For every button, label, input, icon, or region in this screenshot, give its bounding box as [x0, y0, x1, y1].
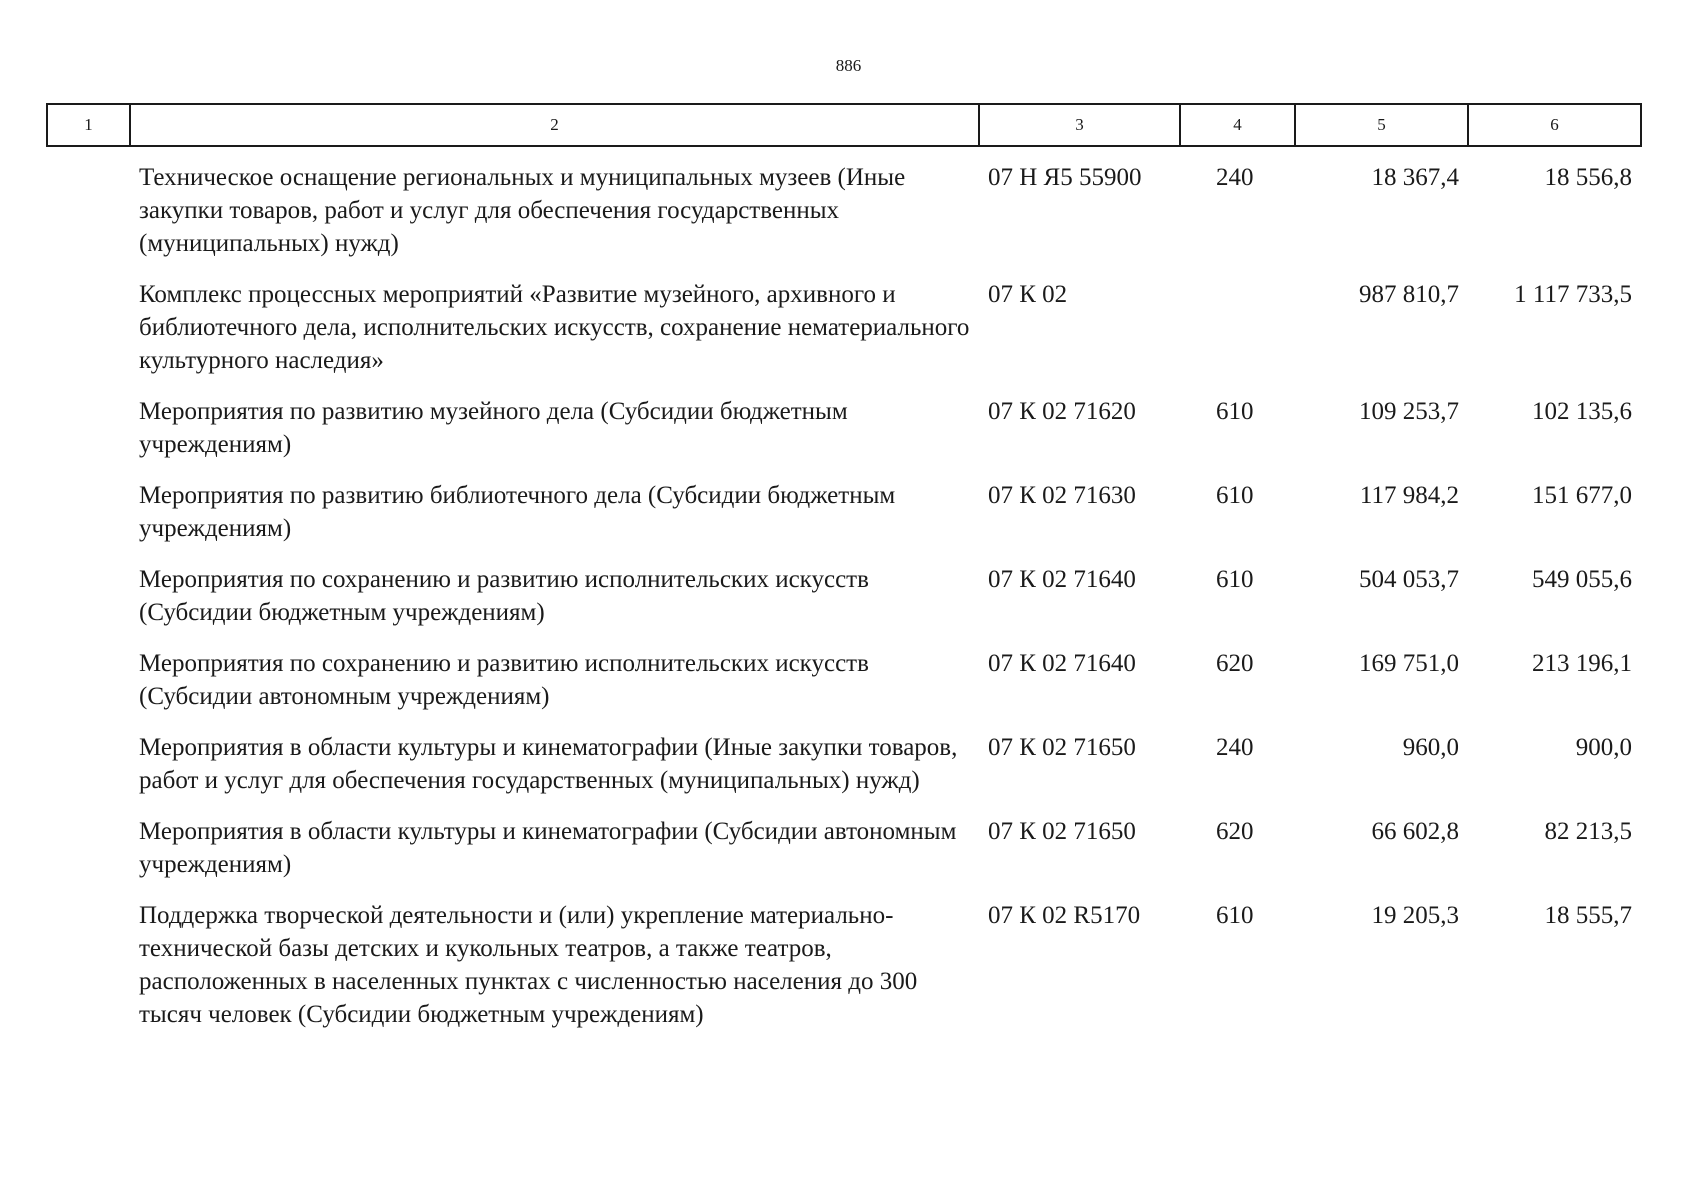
table-row: [47, 266, 1641, 383]
row-type: 610: [1216, 566, 1254, 593]
row-col1: [47, 887, 130, 1037]
row-description: Комплекс процессных мероприятий «Развитие музейного, архивного и библиотечного дела, исполнительских искусств, сохранение нематериального культурного наследия»: [139, 281, 970, 374]
header-col-2: 2: [130, 104, 979, 146]
row-value-6: 1 117 733,5: [1514, 281, 1632, 308]
row-value-6: 151 677,0: [1532, 482, 1632, 509]
row-type: [1180, 266, 1295, 383]
row-col1: [47, 635, 130, 719]
row-type: 610: [1216, 482, 1254, 509]
row-code: 07 К 02 71630: [988, 482, 1136, 509]
row-description: Техническое оснащение региональных и муниципальных музеев (Иные закупки товаров, работ и услуг для обеспечения государственных (муниципальных) нужд): [139, 164, 906, 257]
table-row: [47, 719, 1641, 803]
row-description: Мероприятия по развитию библиотечного дела (Субсидии бюджетным учреждениям): [139, 482, 896, 542]
row-type: 240: [1216, 734, 1254, 761]
row-code: 07 К 02 71650: [988, 734, 1136, 761]
row-col1: [47, 383, 130, 467]
table-row: [47, 383, 1641, 467]
row-description: Мероприятия по сохранению и развитию исполнительских искусств (Субсидии бюджетным учреждениям): [139, 566, 869, 626]
row-type: 240: [1216, 164, 1254, 191]
header-row: [47, 104, 1641, 146]
table-row: [47, 803, 1641, 887]
page-number: 886: [835, 56, 862, 75]
row-value-6: 102 135,6: [1532, 398, 1632, 425]
row-value-6: 82 213,5: [1544, 818, 1632, 845]
row-value-5: 504 053,7: [1359, 566, 1459, 593]
row-code: 07 К 02 71640: [988, 650, 1136, 677]
row-type: 610: [1216, 902, 1254, 929]
row-value-5: 169 751,0: [1359, 650, 1459, 677]
row-col1: [47, 803, 130, 887]
row-col1: [47, 551, 130, 635]
header-col-1: 1: [47, 104, 130, 146]
row-description: Мероприятия в области культуры и кинематографии (Иные закупки товаров, работ и услуг для обеспечения государственных (муниципальных) нужд): [139, 734, 958, 794]
row-description: Мероприятия в области культуры и кинематографии (Субсидии автономным учреждениям): [139, 818, 957, 878]
header-col-6: 6: [1468, 104, 1641, 146]
row-type: 610: [1216, 398, 1254, 425]
row-value-5: 987 810,7: [1359, 281, 1459, 308]
row-description: Мероприятия по сохранению и развитию исполнительских искусств (Субсидии автономным учреждениям): [139, 650, 869, 710]
row-value-5: 66 602,8: [1371, 818, 1459, 845]
row-col1: [47, 719, 130, 803]
row-type: 620: [1216, 650, 1254, 677]
row-code: 07 К 02 71620: [988, 398, 1136, 425]
table-row: [47, 635, 1641, 719]
row-value-5: 18 367,4: [1371, 164, 1459, 191]
table-body: [47, 146, 1641, 1037]
row-col1: [47, 146, 130, 266]
row-value-6: 549 055,6: [1532, 566, 1632, 593]
table-row: [47, 467, 1641, 551]
row-col1: [47, 467, 130, 551]
row-value-5: 960,0: [1402, 734, 1459, 761]
header-col-4: 4: [1180, 104, 1295, 146]
budget-table: [46, 103, 1642, 1037]
row-code: 07 К 02 71640: [988, 566, 1136, 593]
table-row: [47, 146, 1641, 266]
row-value-6: 18 556,8: [1544, 164, 1632, 191]
row-value-6: 18 555,7: [1544, 902, 1632, 929]
row-description: Поддержка творческой деятельности и (или) укрепление материально-технической базы детских и кукольных театров, а также театров, расположенных в населенных пунктах с численностью населения до 300 тысяч человек (Субсидии бюджетным учреждениям): [139, 902, 918, 1028]
row-description: Мероприятия по развитию музейного дела (Субсидии бюджетным учреждениям): [139, 398, 848, 458]
row-code: 07 К 02 71650: [988, 818, 1136, 845]
row-code: 07 К 02 R5170: [988, 902, 1141, 929]
row-value-6: 900,0: [1575, 734, 1632, 761]
header-col-5: 5: [1295, 104, 1468, 146]
row-code: 07 К 02: [988, 281, 1068, 308]
row-value-5: 109 253,7: [1359, 398, 1459, 425]
row-code: 07 Н Я5 55900: [988, 164, 1142, 191]
table-row: [47, 887, 1641, 1037]
row-value-5: 19 205,3: [1371, 902, 1459, 929]
row-type: 620: [1216, 818, 1254, 845]
table-row: [47, 551, 1641, 635]
header-col-3: 3: [979, 104, 1180, 146]
table-header: [47, 104, 1641, 146]
row-col1: [47, 266, 130, 383]
row-value-6: 213 196,1: [1532, 650, 1632, 677]
row-value-5: 117 984,2: [1359, 482, 1459, 509]
